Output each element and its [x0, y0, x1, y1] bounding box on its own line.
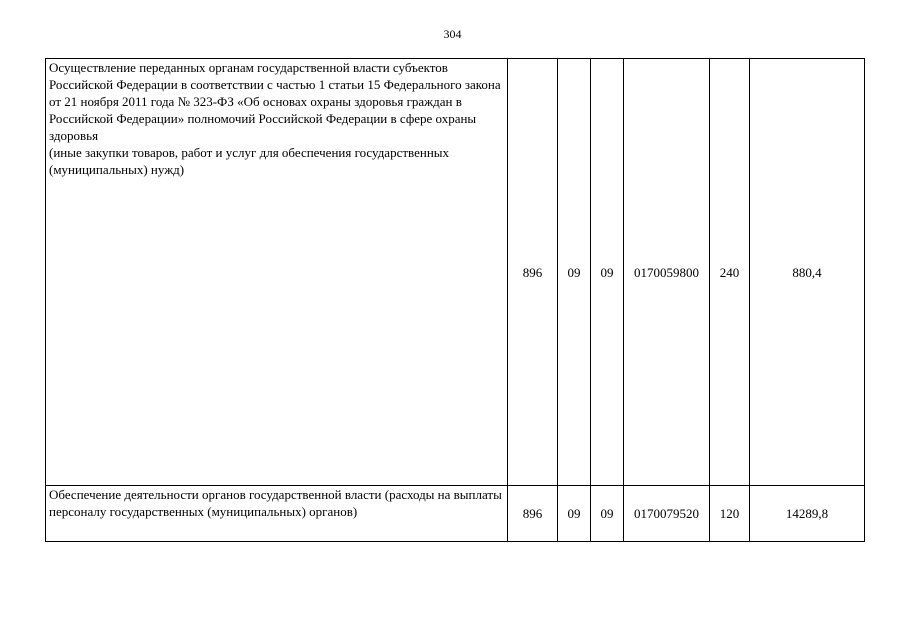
subsection-code: 09: [591, 486, 624, 542]
ministry-code: 896: [508, 59, 558, 486]
target-article-code: 0170059800: [624, 59, 710, 486]
table-row: [46, 59, 865, 486]
expense-description: Осуществление переданных органам государственной власти субъектов Российской Федерации в соответствии с частью 1 статьи 15 Федерального закона от 21 ноября 2011 года № 323-ФЗ «Об основах охраны здоровья граждан в Российской Федерации» полномочий Российской Федерации в сфере охраны здоровья (иные закупки товаров, работ и услуг для обеспечения государственных (муниципальных) нужд): [46, 59, 508, 486]
target-article-code: 0170079520: [624, 486, 710, 542]
amount: 880,4: [750, 59, 865, 486]
expense-description: Обеспечение деятельности органов государственной власти (расходы на выплаты персоналу государственных (муниципальных) органов): [46, 486, 508, 542]
expense-type-code: 240: [710, 59, 750, 486]
section-code: 09: [558, 59, 591, 486]
page-number: 304: [443, 27, 462, 41]
section-code: 09: [558, 486, 591, 542]
ministry-code: 896: [508, 486, 558, 542]
expense-type-code: 120: [710, 486, 750, 542]
amount: 14289,8: [750, 486, 865, 542]
budget-table: [45, 58, 865, 542]
table-row: [46, 486, 865, 542]
subsection-code: 09: [591, 59, 624, 486]
